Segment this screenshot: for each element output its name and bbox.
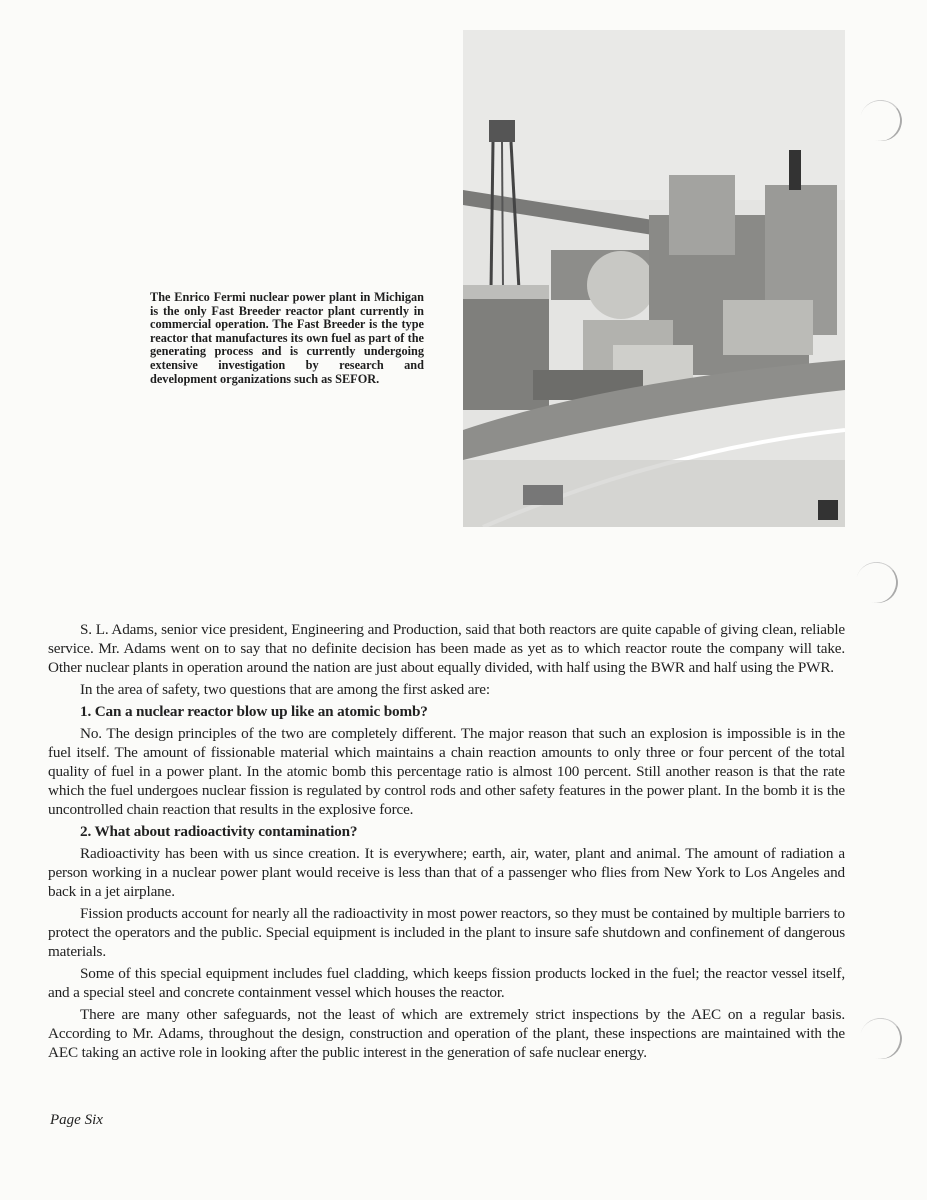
paragraph: Radioactivity has been with us since creation. It is everywhere; earth, air, water, plant and animal. The amount of radiation a person working in a nuclear power plant would receive is less than that of a passenger who flies from New York to Los Angeles and back in a jet airplane. [48,845,845,900]
binder-hole-mark [855,95,906,145]
enrico-fermi-plant-photo [463,30,845,527]
paragraph: S. L. Adams, senior vice president, Engineering and Production, said that both reactors are quite capable of giving clean, reliable service. Mr. Adams went on to say that no definite decision has been made as yet as to which reactor route the company will take. Other nuclear plants in operation around the nation are just about equally divided, with half using the BWR and half using the PWR. [48,621,845,676]
paragraph: No. The design principles of the two are completely different. The major reason that such an explosion is impossible is in the fuel itself. The amount of fissionable material which maintains a chain reaction amounts to only three or four percent of the total quality of fuel in a power plant. In the atomic bomb this percentage ratio is almost 100 percent. Still another reason is that the rate which the fuel undergoes nuclear fission is regulated by control rods and other safety features in the power plant. In the bomb it is the uncontrolled chain reaction that results in the explosive force. [48,725,845,818]
binder-hole-mark [855,1013,906,1063]
photo-caption: The Enrico Fermi nuclear power plant in Michigan is the only Fast Breeder reactor plant currently in commercial operation. The Fast Breeder is the type reactor that manufactures its own fuel as part of the generating process and is currently undergoing extensive investigation by research and development organizations such as SEFOR. [150,290,424,386]
question-heading: 2. What about radioactivity contamination? [80,823,358,840]
binder-hole-mark [851,557,902,607]
paragraph: Fission products account for nearly all the radioactivity in most power reactors, so they must be contained by multiple barriers to protect the operators and the public. Special equipment is included in the plant to insure safe shutdown and confinement of dangerous materials. [48,905,845,960]
paragraph: Some of this special equipment includes fuel cladding, which keeps fission products locked in the fuel; the reactor vessel itself, and a special steel and concrete containment vessel which houses the reactor. [48,965,845,1001]
page-number: Page Six [50,1112,103,1128]
question-heading: 1. Can a nuclear reactor blow up like an atomic bomb? [80,703,428,720]
paragraph: There are many other safeguards, not the least of which are extremely strict inspections by the AEC on a regular basis. According to Mr. Adams, throughout the design, construction and operation of the plant, these inspections are maintained with the AEC taking an active role in looking after the public interest in the generation of safe nuclear energy. [48,1006,845,1061]
paragraph: In the area of safety, two questions that are among the first asked are: [80,681,490,698]
article-body [48,620,845,1065]
